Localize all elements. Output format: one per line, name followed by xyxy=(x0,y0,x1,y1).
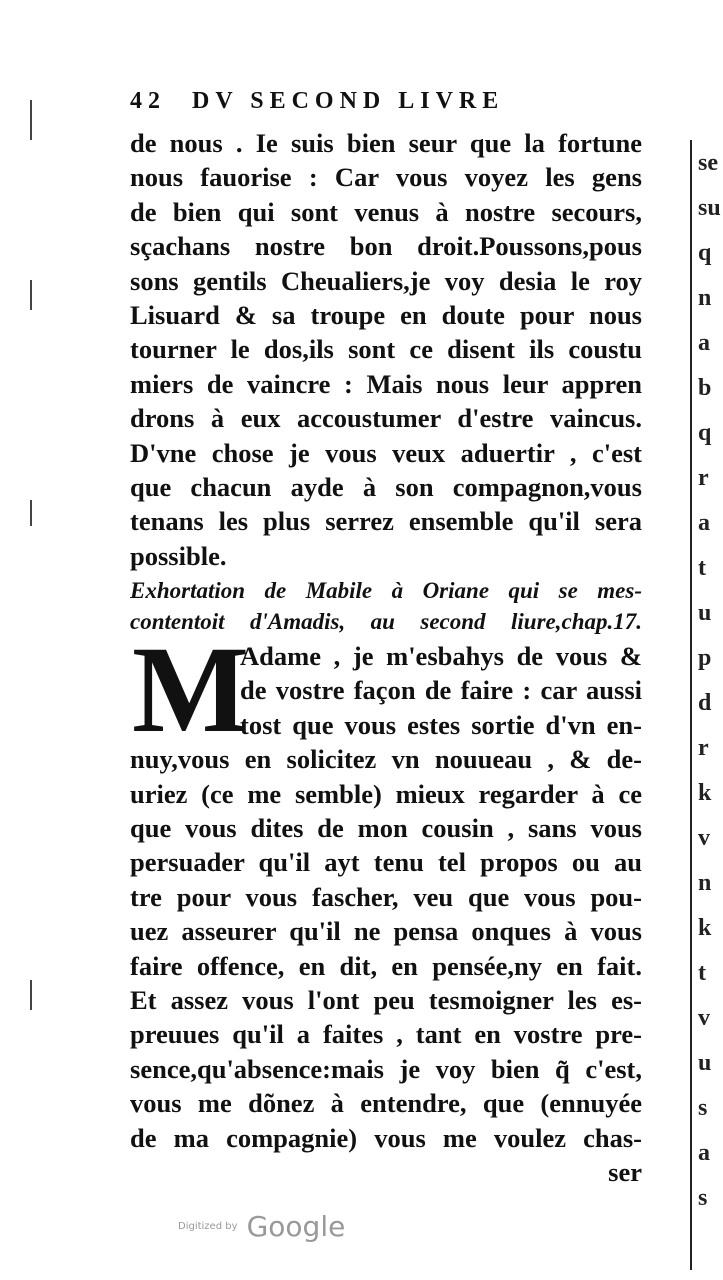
text-line: Exhortation de Mabile à Oriane qui se mes- xyxy=(130,578,642,604)
text-line: Adame , je m'esbahys de vous & xyxy=(240,641,642,672)
drop-cap-initial: M xyxy=(132,621,250,759)
adjacent-page-letter: t xyxy=(698,960,706,986)
adjacent-page-letter: r xyxy=(698,465,709,491)
page-fold-line xyxy=(690,140,692,1270)
margin-tick xyxy=(30,100,32,140)
digitization-watermark xyxy=(178,1210,346,1250)
text-line: contentoit d'Amadis, au second liure,chap.17. xyxy=(130,609,642,635)
text-line: uez asseurer qu'il ne pensa onques à vous xyxy=(130,916,642,947)
text-line: nuy,vous en solicitez vn nouueau , & de- xyxy=(130,744,642,775)
text-line: tost que vous estes sortie d'vn en- xyxy=(240,709,642,740)
adjacent-page-letter: t xyxy=(698,555,706,581)
text-line: faire offence, en dit, en pensée,ny en fait. xyxy=(130,950,642,981)
adjacent-page-letter: b xyxy=(698,375,712,401)
margin-tick xyxy=(30,980,32,1010)
adjacent-page-letter: n xyxy=(698,285,712,311)
adjacent-page-letter: k xyxy=(698,780,712,806)
catchword: ser xyxy=(608,1156,642,1187)
adjacent-page-letter: r xyxy=(698,735,709,761)
text-line: possible. xyxy=(130,540,227,571)
adjacent-page-letter: d xyxy=(698,690,712,716)
text-line: sons gentils Cheualiers,je voy desia le roy xyxy=(130,265,642,296)
text-line: Et assez vous l'ont peu tesmoigner les es- xyxy=(130,984,642,1015)
adjacent-page-letter: v xyxy=(698,1005,710,1031)
margin-tick xyxy=(30,280,32,310)
adjacent-page-letter: u xyxy=(698,1050,712,1076)
digitized-label: Digitized by xyxy=(178,1221,238,1232)
text-line: tre pour vous fascher, veu que vous pou- xyxy=(130,881,642,912)
adjacent-page-letter: q xyxy=(698,420,712,446)
adjacent-page-letter: s xyxy=(698,1095,708,1121)
adjacent-page-letter: su xyxy=(698,195,721,221)
margin-tick xyxy=(30,500,32,526)
text-line: Lisuard & sa troupe en doute pour nous xyxy=(130,299,642,330)
paragraph xyxy=(130,126,642,573)
adjacent-page-letter: s xyxy=(698,1185,708,1211)
text-line: drons à eux accoustumer d'estre vaincus. xyxy=(130,403,642,434)
adjacent-page-letter: se xyxy=(698,150,718,176)
text-line: de bien qui sont venus à nostre secours, xyxy=(130,196,642,227)
running-head xyxy=(130,88,590,118)
text-line: de vostre façon de faire : car aussi xyxy=(240,675,642,706)
adjacent-page-letter: n xyxy=(698,870,712,896)
running-title: DV SECOND LIVRE xyxy=(192,88,505,114)
adjacent-page-letter: u xyxy=(698,600,712,626)
adjacent-page-letter: p xyxy=(698,645,712,671)
text-line: que vous dites de mon cousin , sans vous xyxy=(130,813,642,844)
adjacent-page-letter: k xyxy=(698,915,712,941)
text-line: uriez (ce me semble) mieux regarder à ce xyxy=(130,778,642,809)
google-logo: Google xyxy=(246,1210,346,1243)
main-text xyxy=(130,126,642,1189)
text-line: vous me dõnez à entendre, que (ennuyée xyxy=(130,1088,642,1119)
text-line: preuues qu'il a faites , tant en vostre pre- xyxy=(130,1019,642,1050)
adjacent-page-letter: a xyxy=(698,510,710,536)
text-line: que chacun ayde à son compagnon,vous xyxy=(130,471,642,502)
adjacent-page-letter: a xyxy=(698,330,710,356)
text-line: de nous . Ie suis bien seur que la fortune xyxy=(130,128,642,158)
text-line: persuader qu'il ayt tenu tel propos ou au xyxy=(130,847,642,878)
text-line: tenans les plus serrez ensemble qu'il sera xyxy=(130,506,642,537)
text-line: miers de vaincre : Mais nous leur appren xyxy=(130,368,642,399)
adjacent-page-letter: a xyxy=(698,1140,710,1166)
adjacent-page-edge xyxy=(682,110,723,1270)
page-number: 42 xyxy=(130,88,166,114)
text-line: de ma compagnie) vous me voulez chas- xyxy=(130,1122,642,1153)
text-line: D'vne chose je vous veux aduertir , c'est xyxy=(130,437,642,468)
adjacent-page-letter: v xyxy=(698,825,710,851)
left-margin-marks xyxy=(22,100,42,1280)
adjacent-page-letter: q xyxy=(698,240,712,266)
text-line: sence,qu'absence:mais je voy bien q̃ c'est, xyxy=(130,1053,642,1084)
text-line: nous fauorise : Car vous voyez les gens xyxy=(130,162,642,193)
text-line: tourner le dos,ils sont ce disent ils coustu xyxy=(130,334,642,365)
paragraph xyxy=(130,742,642,1155)
text-line: sçachans nostre bon droit.Poussons,pous xyxy=(130,231,642,262)
